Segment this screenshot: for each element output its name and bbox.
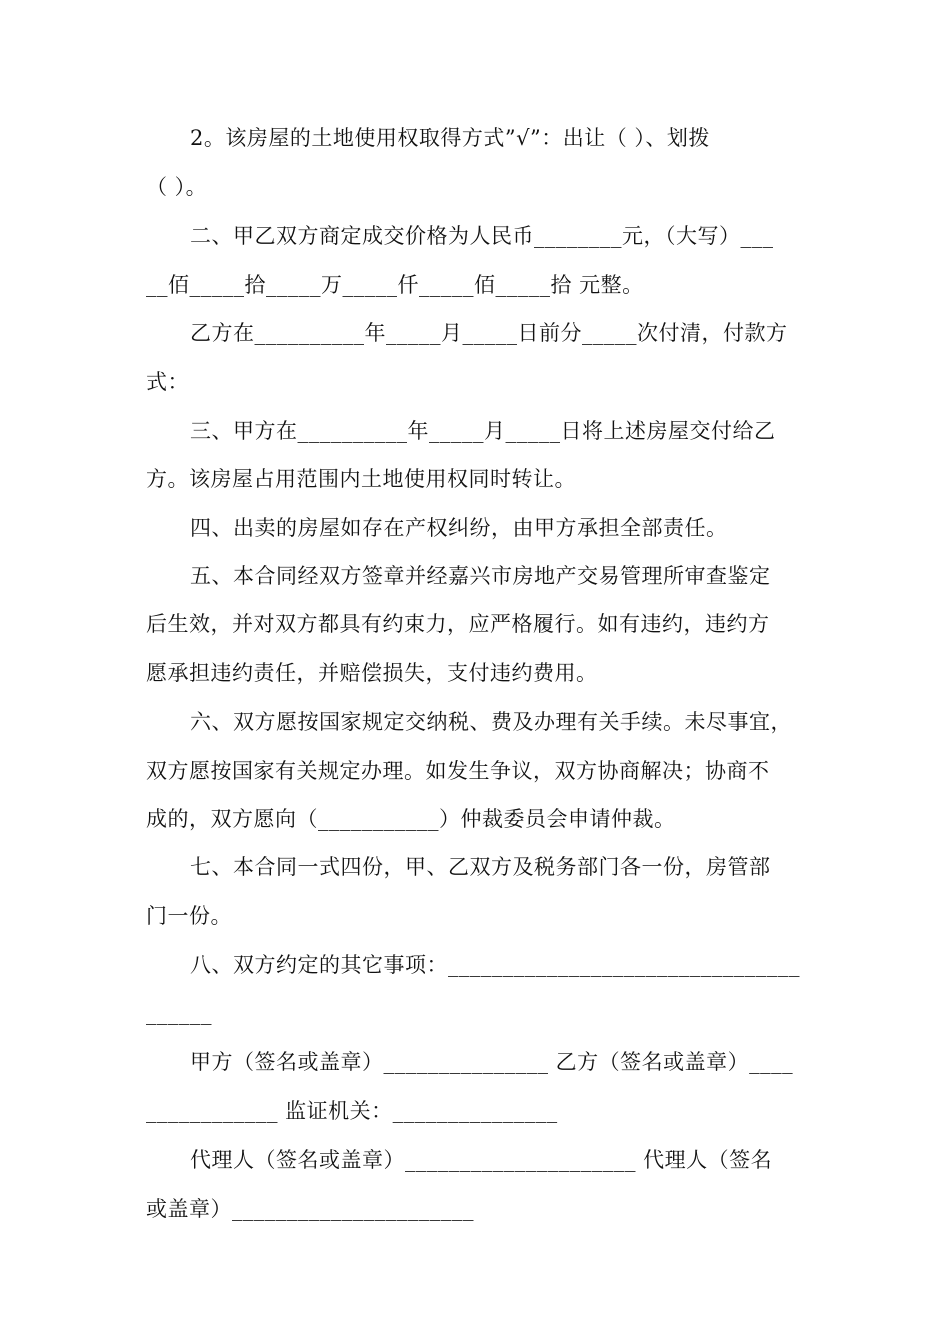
payment-terms-line-1: 乙方在__________年_____月_____日前分_____次付清，付款方 [190, 321, 788, 345]
clause-two-price-line-2: __佰_____拾_____万_____仟_____佰_____拾 元整。 [146, 273, 644, 297]
clause-three-delivery-line-2: 方。该房屋占用范围内土地使用权同时转让。 [146, 467, 576, 491]
clause-six-line-3: 成的，双方愿向（___________）仲裁委员会申请仲裁。 [146, 807, 676, 831]
clause-five-line-1: 五、本合同经双方签章并经嘉兴市房地产交易管理所审查鉴定 [190, 564, 771, 588]
agent-signature-line-2: 或盖章）______________________ [146, 1197, 474, 1221]
clause-eight-line-2: ______ [146, 1001, 212, 1025]
clause-five-line-2: 后生效，并对双方都具有约束力，应严格履行。如有违约，违约方 [146, 612, 770, 636]
clause-two-price-line-1: 二、甲乙双方商定成交价格为人民币________元，（大写）___ [190, 224, 774, 248]
signature-party-line-1: 甲方（签名或盖章）_______________ 乙方（签名或盖章）____ [190, 1050, 794, 1074]
clause-2-land-use-line-1: 2。该房屋的土地使用权取得方式”√”：出让（ ）、划拨 [190, 126, 710, 150]
clause-seven-line-2: 门一份。 [146, 904, 232, 928]
clause-seven-line-1: 七、本合同一式四份，甲、乙双方及税务部门各一份，房管部 [190, 855, 771, 879]
agent-signature-line-1: 代理人（签名或盖章）_____________________ 代理人（签名 [190, 1148, 773, 1172]
payment-terms-line-2: 式： [146, 370, 189, 394]
clause-five-line-3: 愿承担违约责任，并赔偿损失，支付违约费用。 [146, 661, 598, 685]
clause-six-line-1: 六、双方愿按国家规定交纳税、费及办理有关手续。未尽事宜， [190, 710, 792, 734]
clause-six-line-2: 双方愿按国家有关规定办理。如发生争议，双方协商解决；协商不 [146, 759, 770, 783]
clause-four-disputes: 四、出卖的房屋如存在产权纠纷，由甲方承担全部责任。 [190, 516, 728, 540]
clause-2-land-use-line-2: （ ）。 [146, 175, 208, 199]
signature-party-line-2: ____________ 监证机关：_______________ [146, 1099, 558, 1123]
clause-eight-line-1: 八、双方约定的其它事项：________________________________ [190, 953, 800, 977]
clause-three-delivery-line-1: 三、甲方在__________年_____月_____日将上述房屋交付给乙 [190, 419, 776, 443]
